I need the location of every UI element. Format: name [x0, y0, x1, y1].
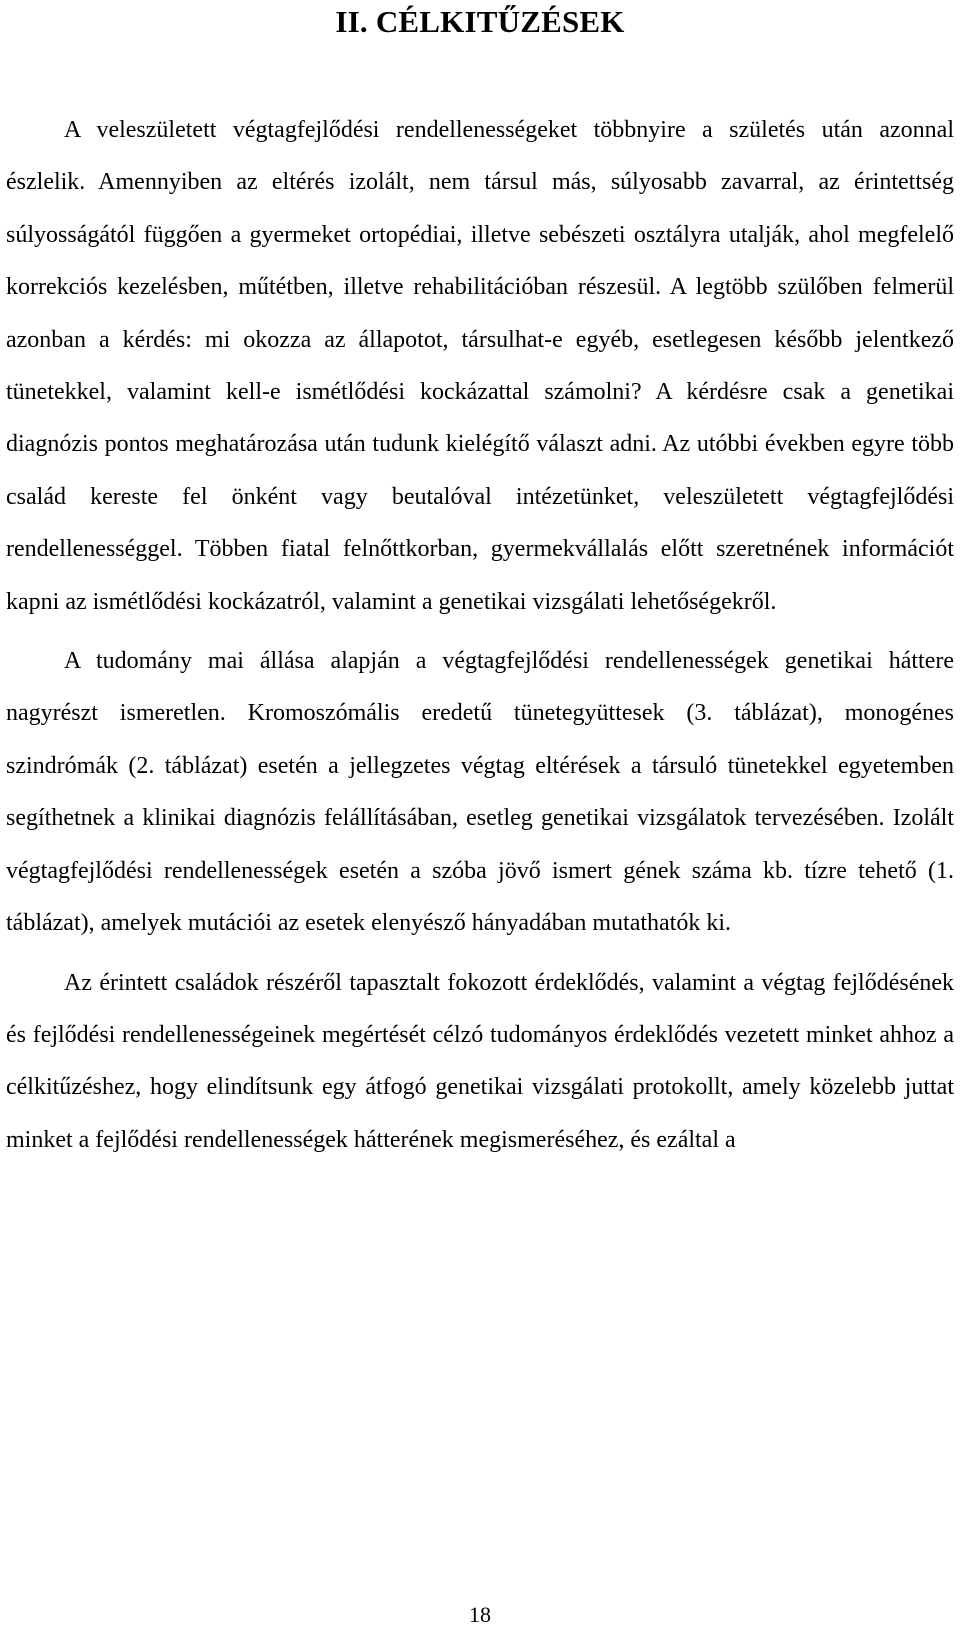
body-paragraph-2: A tudomány mai állása alapján a végtagfejlődési rendellenességek genetikai háttere nagyrészt ismeretlen. Kromoszómális eredetű tünetegyüttesek (3. táblázat), monogénes szindrómák (2. táblázat) esetén a jellegzetes végtag eltérések a társuló tünetekkel egyetemben segíthetnek a klinikai diagnózis felállításában, esetleg genetikai vizsgálatok tervezésében. Izolált végtagfejlődési rendellenességek esetén a szóba jövő ismert gének száma kb. tízre tehető (1. táblázat), amelyek mutációi az esetek elenyésző hányadában mutathatók ki. [6, 648, 954, 937]
chapter-title: II. CÉLKITŰZÉSEK [335, 4, 625, 39]
body-paragraph-3: Az érintett családok részéről tapasztalt fokozott érdeklődés, valamint a végtag fejlődésének és fejlődési rendellenességeinek megértését célzó tudományos érdeklődés vezetett minket ahhoz a célkitűzéshez, hogy elindítsunk egy átfogó genetikai vizsgálati protokollt, amely közelebb juttat minket a fejlődési rendellenességek hátterének megismeréséhez, és ezáltal a [6, 969, 954, 1153]
document-page [6, 0, 954, 1166]
page-number: 18 [469, 1602, 491, 1627]
body-paragraph-1: A veleszületett végtagfejlődési rendellenességeket többnyire a születés után azonnal észlelik. Amennyiben az eltérés izolált, nem társul más, súlyosabb zavarral, az érintettség súlyosságától függően a gyermeket ortopédiai, illetve sebészeti osztályra utalják, ahol megfelelő korrekciós kezelésben, műtétben, illetve rehabilitációban részesül. A legtöbb szülőben felmerül azonban a kérdés: mi okozza az állapotot, társulhat-e egyéb, esetlegesen később jelentkező tünetekkel, valamint kell-e ismétlődési kockázattal számolni? A kérdésre csak a genetikai diagnózis pontos meghatározása után tudunk kielégítő választ adni. Az utóbbi években egyre több család kereste fel önként vagy beutalóval intézetünket, veleszületett végtagfejlődési rendellenességgel. Többen fiatal felnőttkorban, gyermekvállalás előtt szeretnének információt kapni az ismétlődési kockázatról, valamint a genetikai vizsgálati lehetőségekről. [6, 117, 954, 615]
